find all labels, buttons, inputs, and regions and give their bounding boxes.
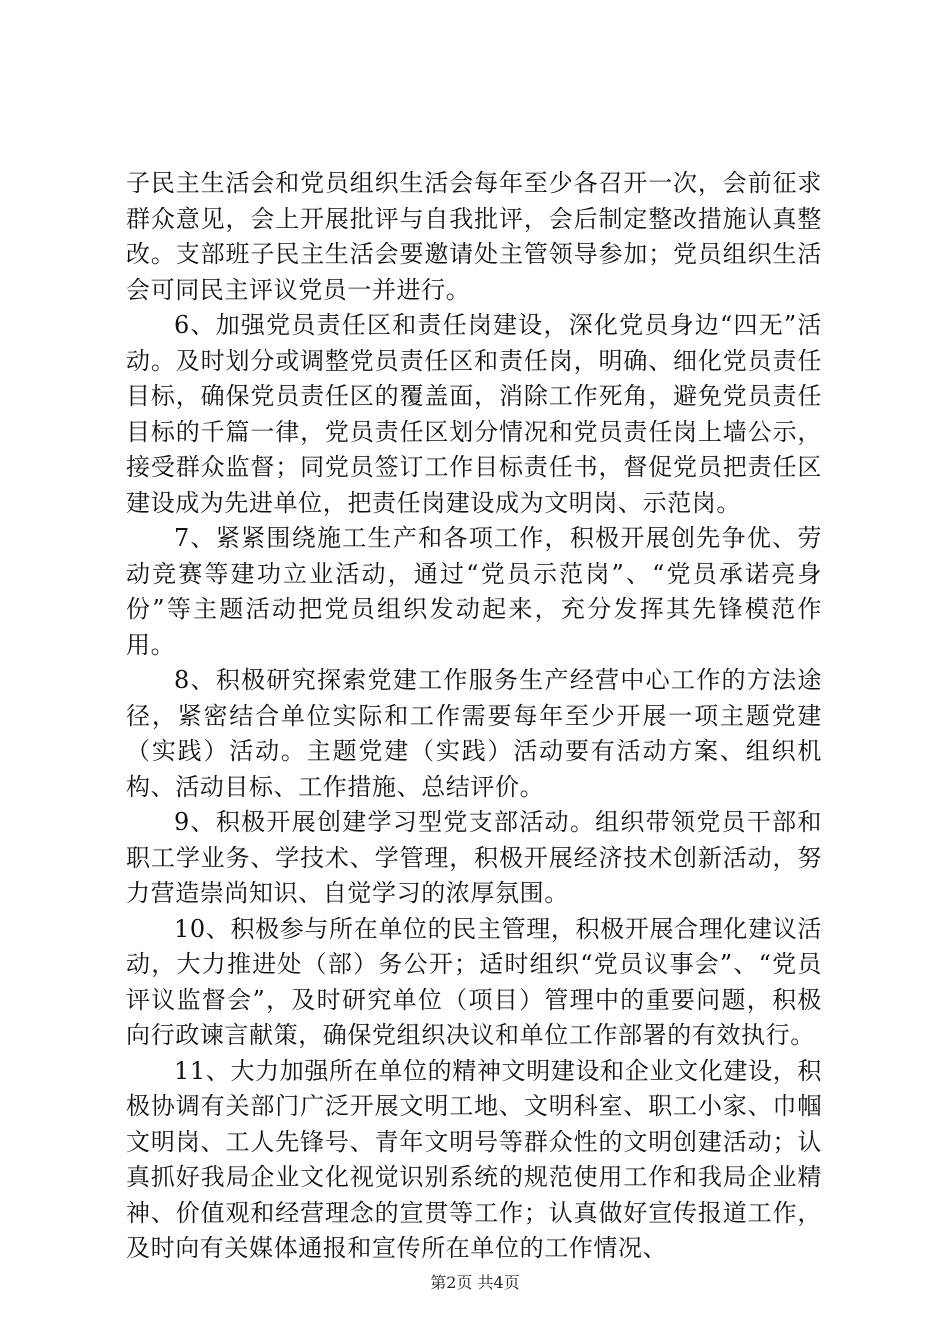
paragraph-item-11: 11、大力加强所在单位的精神文明建设和企业文化建设，积极协调有关部门广泛开展文明工地、文明科室、职工小家、巾帼文明岗、工人先锋号、青年文明号等群众性的文明创建活动；认真抓好我局企业文化视觉识别系统的规范使用工作和我局企业精神、价值观和经营理念的宣贯等工作；认真做好宣传报道工作，及时向有关媒体通报和宣传所在单位的工作情况、 bbox=[126, 1056, 822, 1262]
paragraph-item-9: 9、积极开展创建学习型党支部活动。组织带领党员干部和职工学业务、学技术、学管理，积极开展经济技术创新活动，努力营造崇尚知识、自觉学习的浓厚氛围。 bbox=[126, 808, 822, 907]
paragraph-item-10: 10、积极参与所在单位的民主管理，积极开展合理化建议活动，大力推进处（部）务公开；适时组织“党员议事会”、“党员评议监督会”，及时研究单位（项目）管理中的重要问题，积极向行政谏言献策，确保党组织决议和单位工作部署的有效执行。 bbox=[126, 914, 822, 1049]
page-number-footer: 第2页 共4页 bbox=[430, 1273, 520, 1292]
paragraph-item-7: 7、紧紧围绕施工生产和各项工作，积极开展创先争优、劳动竞赛等建功立业活动，通过“党员示范岗”、“党员承诺亮身份”等主题活动把党员组织发动起来，充分发挥其先锋模范作用。 bbox=[126, 524, 822, 659]
paragraph-item-6: 6、加强党员责任区和责任岗建设，深化党员身边“四无”活动。及时划分或调整党员责任区和责任岗，明确、细化党员责任目标，确保党员责任区的覆盖面，消除工作死角，避免党员责任目标的千篇一律，党员责任区划分情况和党员责任岗上墙公示，接受群众监督；同党员签订工作目标责任书，督促党员把责任区建设成为先进单位，把责任岗建设成为文明岗、示范岗。 bbox=[126, 311, 822, 517]
document-body bbox=[126, 166, 822, 1267]
paragraph-item-8: 8、积极研究探索党建工作服务生产经营中心工作的方法途径，紧密结合单位实际和工作需要每年至少开展一项主题党建（实践）活动。主题党建（实践）活动要有活动方案、组织机构、活动目标、工作措施、总结评价。 bbox=[126, 666, 822, 801]
paragraph-continuation: 子民主生活会和党员组织生活会每年至少各召开一次，会前征求群众意见，会上开展批评与自我批评，会后制定整改措施认真整改。支部班子民主生活会要邀请处主管领导参加；党员组织生活会可同民主评议党员一并进行。 bbox=[126, 169, 822, 304]
